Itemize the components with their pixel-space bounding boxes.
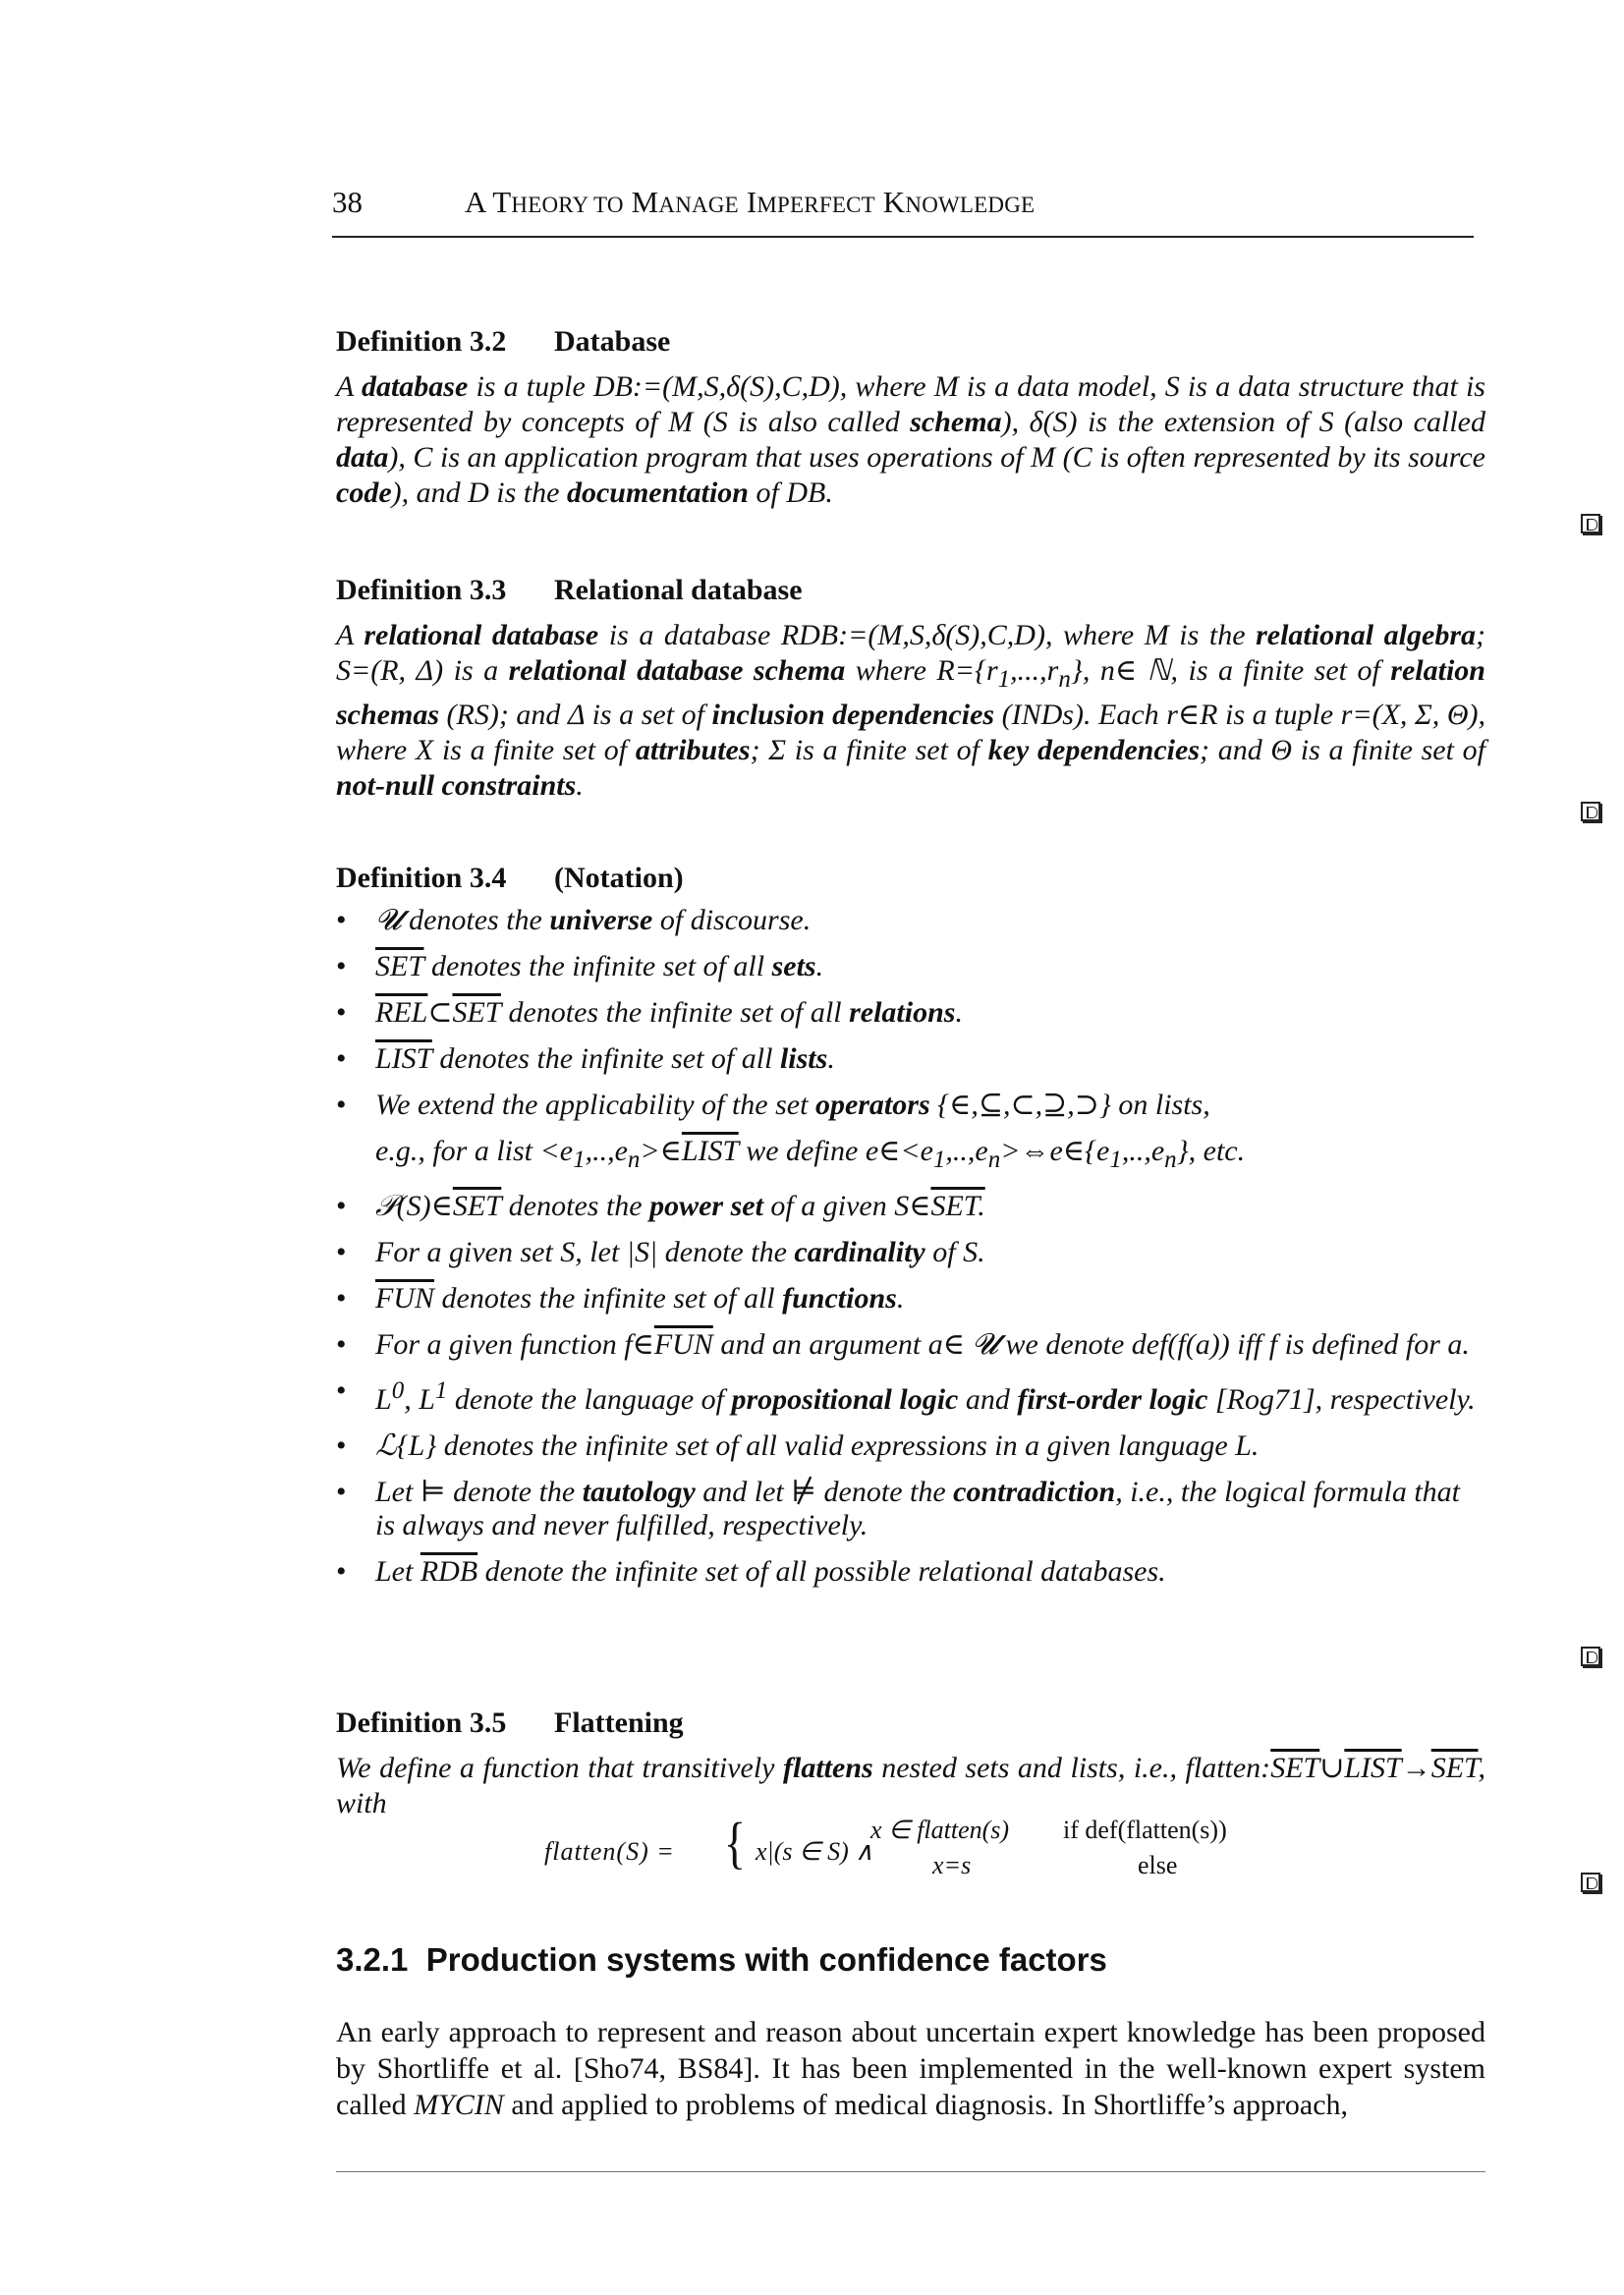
list-item: • For a given function $f\in\overline{FUN}$ and an argument a∈ 𝓤 we denote def(f(a)) iff f is defined for a.: [336, 1328, 1485, 1362]
definition-title: Relational database: [554, 574, 803, 606]
definition-3-5: [336, 1706, 1485, 1821]
formula-condition-1: if def(flatten(s)): [1063, 1816, 1227, 1844]
list-item: • $\overline{FUN}$ denotes the infinite set of all functions.: [336, 1282, 1485, 1315]
page-number: 38: [332, 185, 363, 219]
formula-case-2: x=s: [932, 1851, 972, 1879]
body-paragraph: [336, 2014, 1485, 2123]
list-item: • We extend the applicability of the set operators {∈,⊆,⊂,⊇,⊃} on lists, e.g., for a list $<e_1,..,e_n>\in LIST$ we define $e\in<e_1,..,e_n>\Leftrightarrow e\in\{e_1,..,e_n\}$, etc.: [336, 1089, 1485, 1177]
definition-heading: [336, 324, 1485, 360]
definition-3-4: [336, 861, 1485, 1601]
list-item: • $L^0$, $L^1$ denote the language of propositional logic and first-order logic [Rog71], respectively.: [336, 1374, 1485, 1417]
definition-number: Definition 3.2: [336, 325, 507, 358]
formula-condition-2: else: [1138, 1851, 1178, 1879]
qed-icon: [1581, 1647, 1600, 1666]
formula-set: x|(s ∈ S) ∧: [756, 1837, 874, 1866]
notation-list: [336, 904, 1485, 1589]
list-item: • LIST denotes the infinite set of all lists.: [336, 1042, 1485, 1076]
list-item: • $𝒫(S)\in\overline{SET}$ denotes the power set of a given S∈SET.: [336, 1190, 1485, 1223]
running-header: [332, 185, 1474, 238]
formula-brace: {: [723, 1811, 747, 1875]
definition-title: Database: [554, 325, 671, 358]
definition-text: A relational database is a database RDB:=(M,S,δ(S),C,D), where M is the relational algebra; S=(R, Δ) is a relational database schema where $R=\{r_1,...,r_n\}$, n∈ ℕ, is a finite set of relation schemas (RS); and Δ is a set of inclusion dependencies (INDs). Each r∈R is a tuple r=(X, Σ, Θ), where X is a finite set of attributes; Σ is a finite set of key dependencies; and Θ is a finite set of not-null constraints.: [336, 619, 1486, 802]
definition-3-3: [336, 573, 1485, 804]
definition-heading: [336, 1706, 1485, 1741]
qed-icon: [1581, 514, 1600, 533]
section-heading: [336, 1941, 1107, 1979]
list-item: • Let ⊨ denote the tautology and let ⊭ denote the contradiction, i.e., the logical formula that is always and never fulfilled, respectively.: [336, 1476, 1485, 1542]
definition-heading: [336, 861, 1485, 896]
formula-case-1: x ∈ flatten(s): [870, 1816, 1010, 1844]
list-item: • For a given set S, let |S| denote the cardinality of S.: [336, 1236, 1485, 1269]
definition-3-2: [336, 324, 1485, 511]
formula-lhs: flatten(S) =: [544, 1837, 675, 1866]
definition-heading: [336, 573, 1485, 608]
definition-number: Definition 3.5: [336, 1707, 507, 1739]
definition-title: (Notation): [554, 862, 684, 894]
list-item: • $\overline{REL}\subset\overline{SET}$ denotes the infinite set of all relations.: [336, 996, 1485, 1030]
definition-title: Flattening: [554, 1707, 684, 1739]
qed-icon: [1581, 802, 1600, 821]
definition-text: A database is a tuple DB:=(M,S,δ(S),C,D), where M is a data model, S is a data structure that is represented by concepts of M (S is also called schema), δ(S) is the extension of S (also called data), C is an application program that uses operations of M (C is often represented by its source code), and D is the documentation of DB.: [336, 370, 1485, 509]
definition-number: Definition 3.3: [336, 574, 507, 606]
list-item: • 𝓤 denotes the universe of discourse.: [336, 904, 1485, 937]
footer-rule: [336, 2171, 1485, 2172]
flatten-formula: [544, 1811, 1291, 1894]
section-number: 3.2.1: [336, 1941, 409, 1978]
qed-icon: [1581, 1873, 1600, 1892]
definition-number: Definition 3.4: [336, 862, 507, 894]
running-title: A THEORY TO MANAGE IMPERFECT KNOWLEDGE: [465, 185, 1036, 219]
definition-text: We define a function that transitively flattens nested sets and lists, i.e., $flatten:\overline{SET}\cup LIST\to\overline{SET}$, with: [336, 1752, 1485, 1819]
list-item: • ℒ{L} denotes the infinite set of all valid expressions in a given language L.: [336, 1429, 1485, 1463]
list-item: • $\overline{SET}$ denotes the infinite set of all sets.: [336, 950, 1485, 983]
list-item: • Let $\overline{RDB}$ denote the infinite set of all possible relational databases.: [336, 1555, 1485, 1589]
section-title: Production systems with confidence factors: [425, 1941, 1107, 1978]
paragraph-text: An early approach to represent and reason about uncertain expert knowledge has been proposed by Shortliffe et al. [Sho74, BS84]. It has been implemented in the well-known expert system called MYCIN and applied to problems of medical diagnosis. In Shortliffe’s approach,: [336, 2016, 1485, 2121]
